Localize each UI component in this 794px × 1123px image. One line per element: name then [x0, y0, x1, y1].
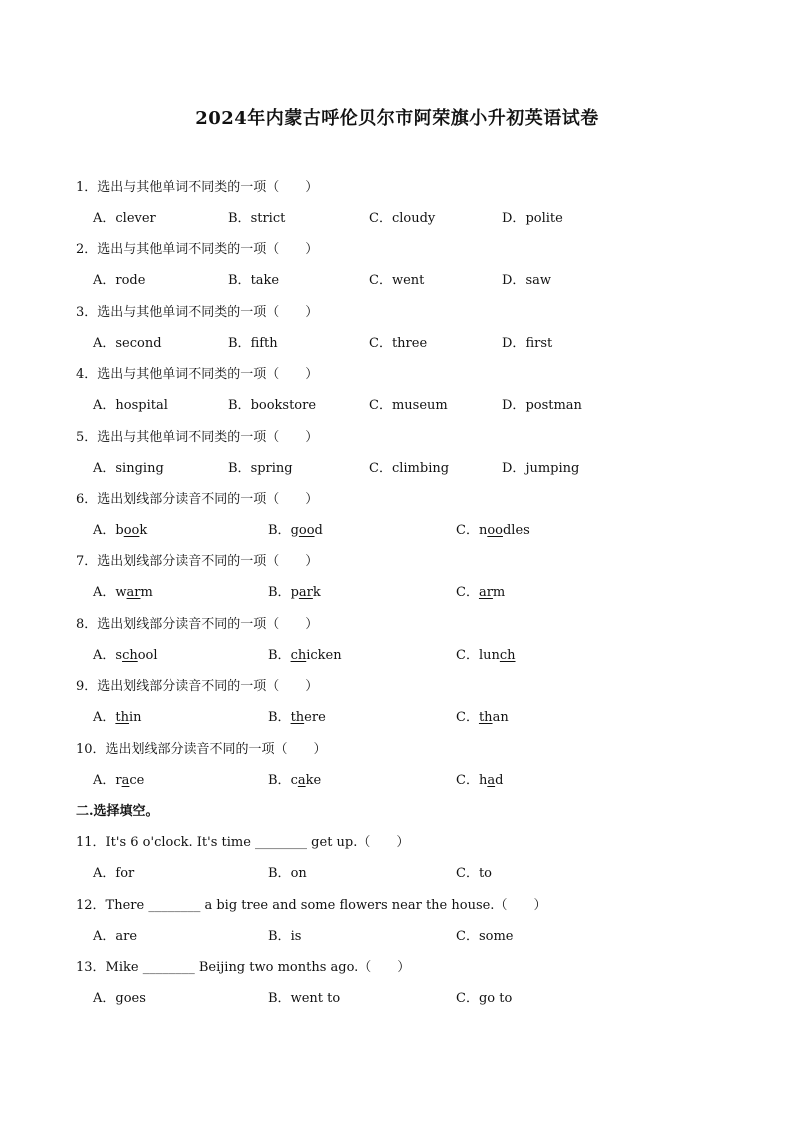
option-text: went [391, 273, 425, 288]
option-label: B． [228, 211, 251, 226]
option-text-rest: an [492, 710, 509, 725]
option-text-rest: d [495, 773, 504, 788]
option-label: B． [268, 648, 291, 663]
option-text-rest: ool [137, 648, 158, 663]
answer-option[interactable] [93, 706, 142, 725]
underlined-letters: a [487, 773, 496, 788]
option-label: C． [369, 398, 392, 413]
question-text: 5．选出与其他单词不同类的一项（ ） [76, 430, 319, 445]
answer-option[interactable] [228, 207, 285, 226]
option-label: B． [268, 523, 291, 538]
option-text: fifth [250, 336, 278, 351]
question-text: 1．选出与其他单词不同类的一项（ ） [76, 180, 319, 195]
answer-option[interactable] [268, 581, 321, 600]
option-label: D． [502, 336, 526, 351]
option-text: s [115, 648, 123, 663]
underlined-letters: th [290, 710, 305, 725]
answer-option[interactable] [502, 332, 552, 351]
option-text: g [290, 523, 299, 538]
option-label: C． [456, 648, 479, 663]
option-text: second [115, 336, 162, 351]
underlined-letters: ch [499, 648, 516, 663]
answer-option[interactable] [456, 769, 503, 788]
option-text: goes [115, 991, 146, 1006]
answer-option[interactable] [502, 207, 563, 226]
option-text: hospital [115, 398, 168, 413]
option-text: r [115, 773, 122, 788]
underlined-letters: a [297, 773, 306, 788]
option-label: A． [93, 398, 116, 413]
option-label: C． [369, 211, 392, 226]
question-text: 12．There ________ a big tree and some flowers near the house.（ ） [76, 898, 547, 913]
underlined-letters: ar [478, 585, 493, 600]
option-label: A． [93, 585, 116, 600]
question-text: 3．选出与其他单词不同类的一项（ ） [76, 305, 319, 320]
option-label: C． [456, 929, 479, 944]
underlined-letters: th [478, 710, 493, 725]
option-text: h [478, 773, 488, 788]
option-label: C． [369, 273, 392, 288]
option-text: spring [250, 461, 293, 476]
option-text-rest: ere [304, 710, 326, 725]
answer-option[interactable] [93, 644, 158, 663]
underlined-letters: oo [487, 523, 503, 538]
underlined-letters: ar [298, 585, 313, 600]
question-text: 2．选出与其他单词不同类的一项（ ） [76, 242, 319, 257]
option-text: polite [525, 211, 563, 226]
answer-option[interactable] [93, 269, 145, 288]
underlined-letters: a [121, 773, 130, 788]
answer-option[interactable] [228, 332, 278, 351]
option-text-rest: k [139, 523, 148, 538]
option-text: on [290, 866, 307, 881]
answer-option[interactable] [268, 769, 321, 788]
answer-option[interactable] [93, 581, 153, 600]
answer-option[interactable] [93, 987, 146, 1006]
option-text-rest: m [492, 585, 506, 600]
option-label: A． [93, 991, 116, 1006]
option-text: c [290, 773, 298, 788]
answer-option[interactable] [93, 332, 162, 351]
answer-option[interactable] [268, 862, 307, 881]
page-title: 2024年内蒙古呼伦贝尔市阿荣旗小升初英语试卷 [195, 108, 599, 129]
option-text: clever [115, 211, 156, 226]
answer-option[interactable] [93, 207, 156, 226]
option-text: n [478, 523, 488, 538]
answer-option[interactable] [93, 925, 137, 944]
option-text: p [290, 585, 299, 600]
option-label: A． [93, 461, 116, 476]
option-text: postman [525, 398, 582, 413]
option-label: B． [228, 273, 251, 288]
option-label: D． [502, 398, 526, 413]
option-label: A． [93, 866, 116, 881]
option-label: B． [268, 710, 291, 725]
option-label: B． [268, 773, 291, 788]
answer-option[interactable] [456, 862, 492, 881]
answer-option[interactable] [456, 925, 513, 944]
answer-option[interactable] [456, 706, 509, 725]
option-label: A． [93, 523, 116, 538]
answer-option[interactable] [93, 862, 134, 881]
question-text: 11．It's 6 o'clock. It's time ________ get up.（ ） [76, 835, 410, 850]
answer-option[interactable] [456, 581, 505, 600]
underlined-letters: oo [298, 523, 315, 538]
answer-option[interactable] [502, 269, 551, 288]
answer-option[interactable] [268, 519, 323, 538]
option-text-rest: icken [306, 648, 342, 663]
option-text: is [290, 929, 302, 944]
option-text: bookstore [250, 398, 317, 413]
option-text-rest: k [312, 585, 321, 600]
answer-option[interactable] [369, 207, 435, 226]
question-text: 4．选出与其他单词不同类的一项（ ） [76, 367, 319, 382]
option-text-rest: in [129, 710, 142, 725]
option-label: C． [456, 710, 479, 725]
option-label: A． [93, 929, 116, 944]
option-text: lun [478, 648, 500, 663]
option-label: C． [456, 585, 479, 600]
option-text: w [115, 585, 127, 600]
option-text: singing [115, 461, 164, 476]
option-label: A． [93, 773, 116, 788]
option-text: three [391, 336, 428, 351]
option-label: D． [502, 211, 526, 226]
option-text: go to [478, 991, 513, 1006]
underlined-letters: oo [123, 523, 140, 538]
option-text: to [478, 866, 493, 881]
option-label: B． [228, 461, 251, 476]
option-text: jumping [525, 461, 580, 476]
answer-option[interactable] [502, 394, 582, 413]
option-label: C． [456, 866, 479, 881]
underlined-letters: ch [290, 648, 307, 663]
option-text: climbing [391, 461, 450, 476]
option-text-rest: d [314, 523, 323, 538]
answer-option[interactable] [456, 519, 530, 538]
option-label: B． [228, 336, 251, 351]
option-label: C． [369, 461, 392, 476]
option-label: B． [228, 398, 251, 413]
answer-option[interactable] [228, 269, 279, 288]
answer-option[interactable] [268, 706, 326, 725]
option-text: first [525, 336, 553, 351]
option-text: rode [115, 273, 146, 288]
option-label: D． [502, 461, 526, 476]
option-text-rest: m [140, 585, 153, 600]
option-text: saw [525, 273, 551, 288]
option-label: C． [456, 991, 479, 1006]
answer-option[interactable] [93, 457, 164, 476]
answer-option[interactable] [228, 394, 316, 413]
question-text: 13．Mike ________ Beijing two months ago.（ ） [76, 960, 411, 975]
section-heading: 二.选择填空。 [76, 804, 159, 819]
question-text: 7．选出划线部分读音不同的一项（ ） [76, 554, 319, 569]
option-label: B． [268, 991, 291, 1006]
answer-option[interactable] [268, 644, 342, 663]
question-text: 9．选出划线部分读音不同的一项（ ） [76, 679, 319, 694]
option-label: C． [456, 773, 479, 788]
option-text-rest: dles [502, 523, 530, 538]
option-label: A． [93, 710, 116, 725]
option-text: cloudy [391, 211, 436, 226]
option-text: b [115, 523, 124, 538]
answer-option[interactable] [268, 987, 340, 1006]
answer-option[interactable] [268, 925, 301, 944]
answer-option[interactable] [369, 269, 424, 288]
answer-option[interactable] [369, 457, 449, 476]
option-text: for [115, 866, 135, 881]
option-text: went to [290, 991, 341, 1006]
option-label: A． [93, 336, 116, 351]
option-label: B． [268, 929, 291, 944]
answer-option[interactable] [369, 394, 448, 413]
question-text: 8．选出划线部分读音不同的一项（ ） [76, 617, 319, 632]
answer-option[interactable] [502, 457, 579, 476]
option-label: C． [369, 336, 392, 351]
option-text-rest: ke [305, 773, 322, 788]
question-text: 6．选出划线部分读音不同的一项（ ） [76, 492, 319, 507]
option-label: A． [93, 648, 116, 663]
option-text: take [250, 273, 280, 288]
answer-option[interactable] [456, 644, 516, 663]
answer-option[interactable] [369, 332, 427, 351]
option-text: museum [391, 398, 448, 413]
answer-option[interactable] [93, 519, 147, 538]
underlined-letters: th [115, 710, 129, 725]
option-text-rest: ce [129, 773, 145, 788]
answer-option[interactable] [93, 769, 144, 788]
answer-option[interactable] [456, 987, 512, 1006]
question-text: 10．选出划线部分读音不同的一项（ ） [76, 742, 327, 757]
option-label: D． [502, 273, 526, 288]
option-label: C． [456, 523, 479, 538]
option-label: A． [93, 211, 116, 226]
option-text: strict [250, 211, 286, 226]
answer-option[interactable] [93, 394, 168, 413]
option-label: B． [268, 585, 291, 600]
answer-option[interactable] [228, 457, 293, 476]
option-label: B． [268, 866, 291, 881]
option-text: some [478, 929, 514, 944]
option-label: A． [93, 273, 116, 288]
underlined-letters: ch [122, 648, 138, 663]
option-text: are [115, 929, 138, 944]
underlined-letters: ar [126, 585, 141, 600]
